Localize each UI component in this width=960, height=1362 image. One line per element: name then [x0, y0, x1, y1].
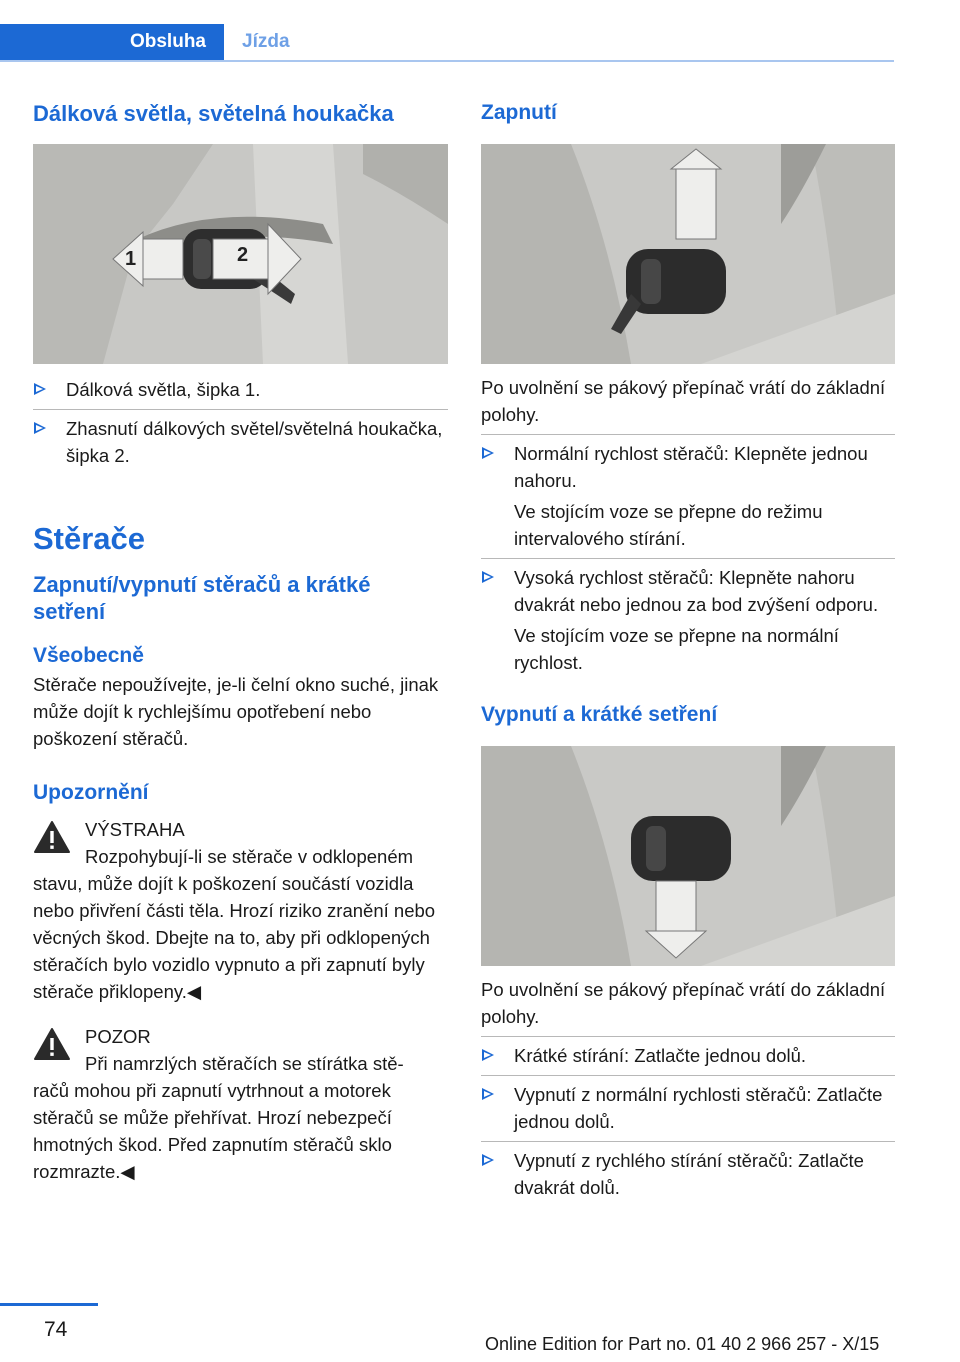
warning-text-first-line: Rozpohybují-li se stěrače v odklopeném: [85, 846, 414, 867]
page-number: 74: [44, 1318, 68, 1341]
tab-jizda[interactable]: Jízda: [242, 31, 290, 52]
high-beam-stalk-figure: [33, 144, 448, 364]
wipers-subheading: Zapnutí/vypnutí stěračů a krátké setření: [33, 572, 371, 624]
caution-label: POZOR: [85, 1026, 151, 1047]
high-beam-heading: Dálková světla, světelná houkačka: [33, 101, 394, 126]
list-item: Krátké stírání: Zatlačte jednou dolů.: [481, 1042, 895, 1069]
high-beam-list: [33, 376, 448, 469]
tab-obsluha[interactable]: Obsluha: [0, 24, 224, 60]
triangle-bullet-icon: [482, 571, 494, 583]
left-column: [33, 100, 448, 1185]
triangle-bullet-icon: [482, 1088, 494, 1100]
arrow-label-2: 2: [237, 244, 249, 266]
caution-box: [33, 1023, 448, 1185]
list-item: Vypnutí z normální rychlosti stěračů: Zatlačte jednou dolů.: [481, 1075, 895, 1135]
list-item: Normální rychlost stěračů: Klepněte jednou nahoru. Ve stojícím voze se přepne do režimu intervalového stírání.: [481, 440, 895, 552]
list-item: Zhasnutí dálkových světel/světelná houkačka, šipka 2.: [33, 409, 448, 469]
warning-box: [33, 816, 448, 1005]
general-heading: Všeobecně: [33, 644, 144, 667]
notes-heading: Upozornění: [33, 781, 149, 804]
wiper-down-figure: [481, 746, 895, 966]
triangle-bullet-icon: [482, 1049, 494, 1061]
triangle-bullet-icon: [482, 447, 494, 459]
header-divider: [0, 60, 894, 62]
list-item: Vypnutí z rychlého stírání stěračů: Zatlačte dvakrát dolů.: [481, 1141, 895, 1201]
caution-triangle-icon: [33, 1027, 71, 1061]
footer-accent-line: [0, 1303, 98, 1306]
chapter-header: [0, 24, 894, 62]
warning-text: stavu, může dojít k poškození součástí vozidla nebo přivření části těla. Hrozí riziko zranění nebo věcných škod. Dbejte na to, aby při odklopených stěračích bylo vozidlo vypnuto a při zapnutí byly stěrače přiklopeny.◀: [33, 873, 436, 1002]
wiper-up-figure: [481, 144, 895, 364]
list-item: Dálková světla, šipka 1.: [33, 376, 448, 403]
arrow-label-1: 1: [125, 248, 137, 270]
switch-off-heading: Vypnutí a krátké setření: [481, 703, 718, 726]
list-item: Vysoká rychlost stěračů: Klepněte nahoru dvakrát nebo jednou za bod zvýšení odporu. Ve stojícím voze se přepne na normální rychlost.: [481, 558, 895, 676]
edition-footer: Online Edition for Part no. 01 40 2 966 257 - X/15: [485, 1334, 880, 1354]
switch-on-list: [481, 440, 895, 676]
triangle-bullet-icon: [34, 422, 46, 434]
switch-off-list: [481, 1042, 895, 1201]
switch-off-text: Po uvolnění se pákový přepínač vrátí do základní polohy.: [481, 979, 886, 1027]
general-text: Stěrače nepoužívejte, je-li čelní okno suché, jinak může dojít k rychlejšímu opotřebení nebo poškození stěračů.: [33, 674, 439, 749]
triangle-bullet-icon: [34, 383, 46, 395]
caution-text-first-line: Při namrzlých stěračích se stírátka stě-: [85, 1053, 404, 1074]
warning-label: VÝSTRAHA: [85, 819, 185, 840]
wipers-heading: Stěrače: [33, 521, 146, 556]
triangle-bullet-icon: [482, 1154, 494, 1166]
switch-on-heading: Zapnutí: [481, 101, 557, 124]
switch-on-text: Po uvolnění se pákový přepínač vrátí do základní polohy.: [481, 377, 886, 425]
right-column: [481, 100, 895, 1201]
caution-text: račů mohou při zapnutí vytrhnout a motorek stěračů se může přehřívat. Hrozí nebezpečí hmotných škod. Před zapnutím stěračů sklo rozmrazte.◀: [33, 1080, 392, 1182]
warning-triangle-icon: [33, 820, 71, 854]
